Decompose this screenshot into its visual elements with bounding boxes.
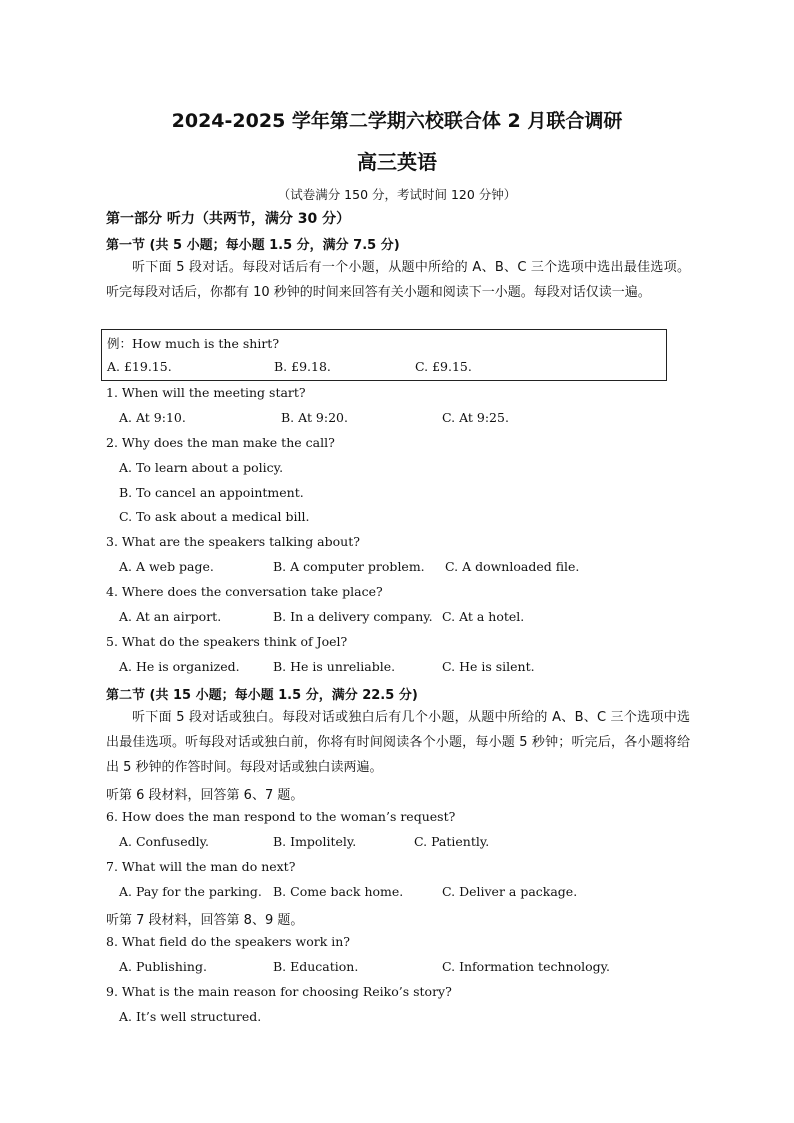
q2-option-b: B. To cancel an appointment. bbox=[119, 485, 304, 500]
q5-option-a: A. He is organized. bbox=[119, 659, 240, 674]
section1-heading: 第一节 (共 5 小题；每小题 1.5 分，满分 7.5 分) bbox=[106, 238, 400, 253]
q6-option-b: B. Impolitely. bbox=[273, 834, 357, 849]
q8-option-a: A. Publishing. bbox=[119, 959, 207, 974]
q3-option-a: A. A web page. bbox=[119, 559, 214, 574]
q1-option-b: B. At 9:20. bbox=[281, 410, 348, 425]
q3-option-b: B. A computer problem. bbox=[273, 559, 425, 574]
q5-option-b: B. He is unreliable. bbox=[273, 659, 396, 674]
exam-info: （试卷满分 150 分，考试时间 120 分钟） bbox=[277, 187, 517, 202]
q8-option-c: C. Information technology. bbox=[442, 959, 611, 974]
section2-instructions: 听下面 5 段对话或独白。每段对话或独白后有几个小题，从题中所给的 A、B、C 三个选项中选出最佳选项。听每段对话或独白前，你将有时间阅读各个小题，每小题 5 秒钟；听完后，各小题将给出 5 秒钟的作答时间。每段对话或独白读两遍。 bbox=[106, 710, 690, 775]
question-9: 9. What is the main reason for choosing Reiko’s story? bbox=[106, 984, 452, 999]
question-1: 1. When will the meeting start? bbox=[106, 385, 306, 400]
example-option-c: C. £9.15. bbox=[415, 359, 472, 374]
material-6-note: 听第 6 段材料，回答第 6、7 题。 bbox=[106, 788, 304, 803]
question-6: 6. How does the man respond to the woman’s request? bbox=[106, 809, 456, 824]
q6-option-a: A. Confusedly. bbox=[119, 834, 209, 849]
q1-option-c: C. At 9:25. bbox=[442, 410, 509, 425]
q2-option-a: A. To learn about a policy. bbox=[119, 460, 284, 475]
q5-option-c: C. He is silent. bbox=[442, 659, 535, 674]
q7-option-a: A. Pay for the parking. bbox=[119, 884, 262, 899]
q8-option-b: B. Education. bbox=[273, 959, 359, 974]
part1-heading: 第一部分 听力（共两节，满分 30 分） bbox=[106, 211, 351, 227]
question-3: 3. What are the speakers talking about? bbox=[106, 534, 360, 549]
q6-option-c: C. Patiently. bbox=[414, 834, 490, 849]
q3-option-c: C. A downloaded file. bbox=[445, 559, 580, 574]
q9-option-a: A. It’s well structured. bbox=[119, 1009, 262, 1024]
question-7: 7. What will the man do next? bbox=[106, 859, 296, 874]
q7-option-c: C. Deliver a package. bbox=[442, 884, 578, 899]
exam-title: 2024-2025 学年第二学期六校联合体 2 月联合调研 bbox=[171, 110, 623, 132]
exam-subject: 高三英语 bbox=[357, 150, 437, 174]
example-box bbox=[101, 329, 667, 381]
example-question: 例：How much is the shirt? bbox=[107, 336, 280, 351]
question-8: 8. What field do the speakers work in? bbox=[106, 934, 351, 949]
q4-option-b: B. In a delivery company. bbox=[273, 609, 433, 624]
q2-option-c: C. To ask about a medical bill. bbox=[119, 509, 310, 524]
question-4: 4. Where does the conversation take place? bbox=[106, 584, 383, 599]
q4-option-c: C. At a hotel. bbox=[442, 609, 525, 624]
section2-heading: 第二节 (共 15 小题；每小题 1.5 分，满分 22.5 分) bbox=[106, 688, 418, 703]
section1-instructions: 听下面 5 段对话。每段对话后有一个小题，从题中所给的 A、B、C 三个选项中选出最佳选项。听完每段对话后，你都有 10 秒钟的时间来回答有关小题和阅读下一小题。每段对话仅读一遍。 bbox=[106, 260, 690, 300]
example-option-a: A. £19.15. bbox=[107, 359, 172, 374]
q1-option-a: A. At 9:10. bbox=[119, 410, 186, 425]
example-option-b: B. £9.18. bbox=[274, 359, 331, 374]
question-2: 2. Why does the man make the call? bbox=[106, 435, 335, 450]
question-5: 5. What do the speakers think of Joel? bbox=[106, 634, 348, 649]
q4-option-a: A. At an airport. bbox=[119, 609, 222, 624]
q7-option-b: B. Come back home. bbox=[273, 884, 404, 899]
material-7-note: 听第 7 段材料，回答第 8、9 题。 bbox=[106, 913, 304, 928]
